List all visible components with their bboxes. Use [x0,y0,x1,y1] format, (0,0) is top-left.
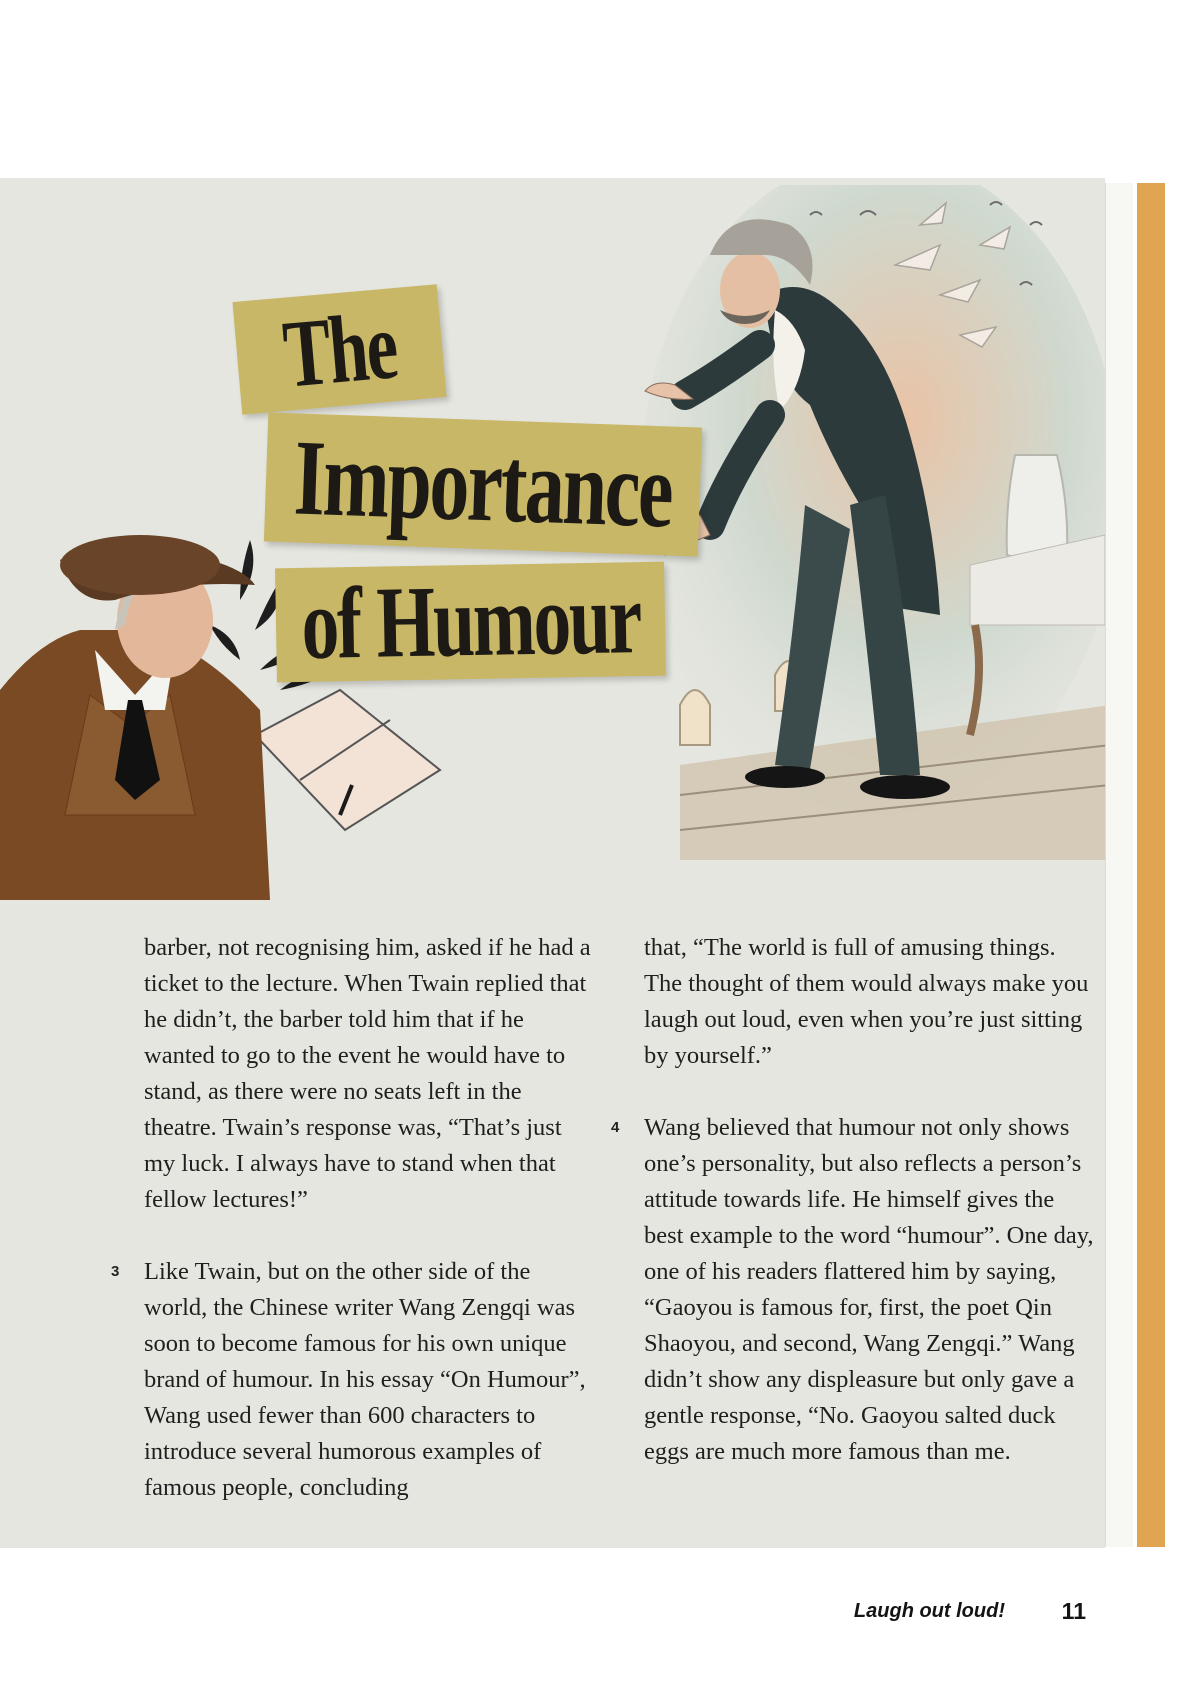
paragraph-number: 4 [611,1119,620,1136]
title-line-1: The [232,284,446,414]
paragraph-text: barber, not recognising him, asked if he had a ticket to the lecture. When Twain replied that he didn’t, the barber told him that if he wanted to go to the event he would have to stand, as there were no seats left in the theatre. Twain’s response was, “That’s just my luck. I always have to stand when that fellow lectures!” [144,934,591,1213]
title-line-2: Importance [264,412,702,556]
page-edge [1105,183,1133,1547]
paragraph [644,930,1094,1074]
paragraph-text: that, “The world is full of amusing things. The thought of them would always make you laugh out loud, even when you’re just sitting by yourself.” [644,934,1089,1069]
paragraph [611,1110,1094,1470]
page-number: 11 [1061,1598,1086,1624]
mark-twain-illustration [640,185,1105,860]
left-column [111,930,594,1542]
paragraph-number: 3 [111,1263,120,1280]
title-line-3: of Humour [275,562,666,683]
accent-edge-bar [1137,183,1165,1547]
paragraph-text: Like Twain, but on the other side of the world, the Chinese writer Wang Zengqi was soon to become famous for his own unique brand of humour. In his essay “On Humour”, Wang used fewer than 600 characters to introduce several humorous examples of famous people, concluding [144,1258,586,1501]
page-footer [0,1598,1190,1638]
paragraph [111,1254,594,1506]
paragraph-text: Wang believed that humour not only shows one’s personality, but also reflects a person’s attitude towards life. He himself gives the best example to the word “humour”. One day, one of his readers flattered him by saying, “Gaoyou is famous for, first, the poet Qin Shaoyou, and second, Wang Zengqi.” Wang didn’t show any displeasure but only gave a gentle response, “No. Gaoyou salted duck eggs are much more famous than me. [644,1114,1094,1465]
section-name: Laugh out loud! [853,1600,1005,1622]
right-column [611,930,1094,1506]
paragraph [144,930,594,1218]
